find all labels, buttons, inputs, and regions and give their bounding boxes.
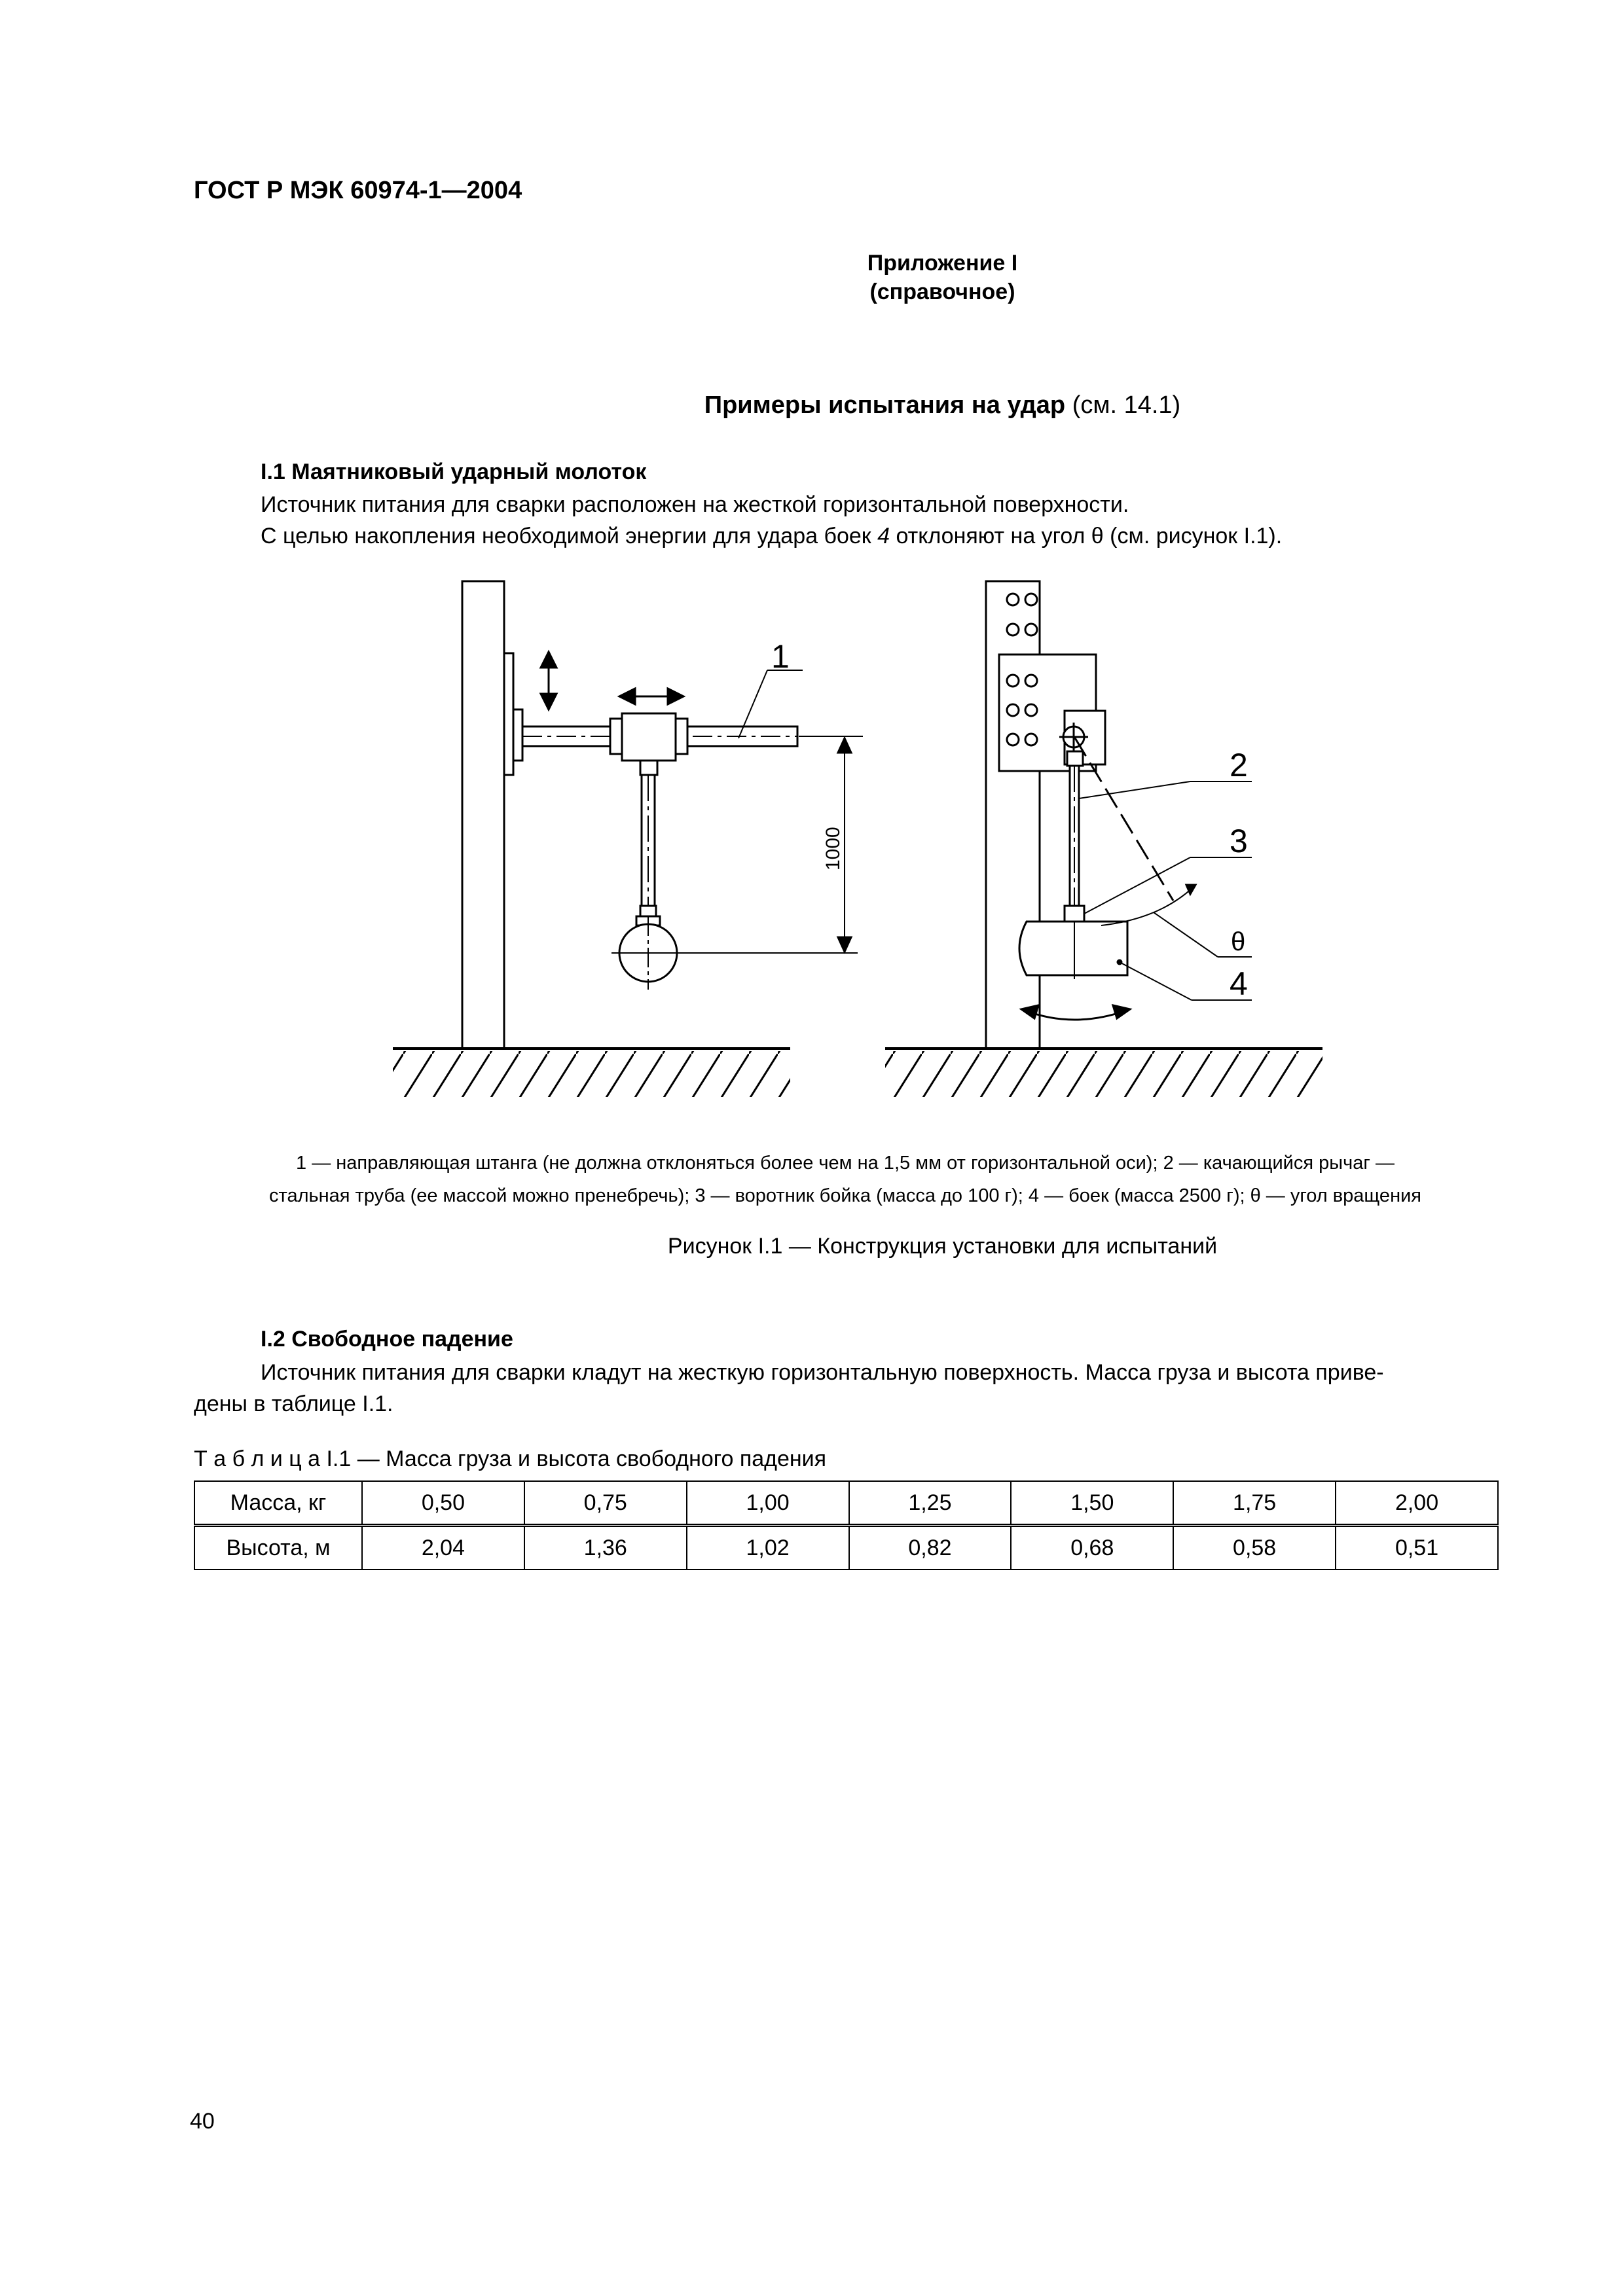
section2-para1: Источник питания для сварки кладут на жесткую горизонтальную поверхность. Масса груза и высота приве- xyxy=(261,1360,1384,1385)
figure-legend xyxy=(194,1147,1497,1212)
section1-para1: Источник питания для сварки расположен на жесткой горизонтальной поверхности. xyxy=(261,492,1129,517)
table-caption: Т а б л и ц а I.1 — Масса груза и высота свободного падения xyxy=(194,1446,827,1471)
figure-caption: Рисунок I.1 — Конструкция установки для испытаний xyxy=(667,1234,1218,1259)
table-cell: 0,75 xyxy=(524,1481,687,1526)
table-cell: 0,51 xyxy=(1336,1526,1498,1570)
appendix-label: Приложение I xyxy=(867,251,1018,276)
table-cell: 0,82 xyxy=(849,1526,1012,1570)
appendix-title xyxy=(131,391,1623,420)
test-rig-figure xyxy=(367,563,1336,1139)
page-number: 40 xyxy=(190,2109,215,2134)
mass-height-table xyxy=(194,1480,1499,1570)
section2-para2: дены в таблице I.1. xyxy=(194,1391,393,1416)
section-heading-1: I.1 Маятниковый ударный молоток xyxy=(261,459,647,484)
table-row-height xyxy=(194,1526,1498,1570)
legend-line-2: стальная труба (ее массой можно пренебречь); 3 — воротник бойка (масса до 100 г); 4 — боек (масса 2500 г); θ — угол вращения xyxy=(269,1185,1421,1206)
table-cell: 0,50 xyxy=(362,1481,524,1526)
row-header: Масса, кг xyxy=(194,1481,362,1526)
right-post xyxy=(986,581,1040,1049)
figure-label-4: 4 xyxy=(1230,965,1248,1002)
table-cell: 1,75 xyxy=(1173,1481,1336,1526)
table-cell: 1,02 xyxy=(687,1526,849,1570)
table-cell: 1,00 xyxy=(687,1481,849,1526)
left-ground-hatch xyxy=(393,1051,790,1097)
table-cell: 1,36 xyxy=(524,1526,687,1570)
figure-label-1: 1 xyxy=(771,638,790,675)
table-cell: 0,58 xyxy=(1173,1526,1336,1570)
table-cell: 2,04 xyxy=(362,1526,524,1570)
left-post xyxy=(462,581,504,1049)
figure-label-2: 2 xyxy=(1230,747,1248,783)
para2-text-b: отклоняют на угол θ (см. рисунок I.1). xyxy=(890,524,1283,548)
para2-num: 4 xyxy=(877,524,890,548)
right-ground-hatch xyxy=(885,1051,1322,1097)
table-cell: 0,68 xyxy=(1011,1526,1173,1570)
title-main: Примеры испытания на удар xyxy=(704,391,1066,419)
table-cell: 1,50 xyxy=(1011,1481,1173,1526)
row-header: Высота, м xyxy=(194,1526,362,1570)
striker xyxy=(1019,922,1127,975)
para2-text-a: С целью накопления необходимой энергии для удара боек xyxy=(261,524,878,548)
title-ref: (см. 14.1) xyxy=(1072,391,1181,419)
appendix-heading xyxy=(131,249,1623,306)
table-cell: 2,00 xyxy=(1336,1481,1498,1526)
dimension-label: 1000 xyxy=(822,827,844,870)
legend-line-1: 1 — направляющая штанга (не должна отклоняться более чем на 1,5 мм от горизонтальной оси); 2 — качающийся рычаг — xyxy=(296,1153,1395,1174)
figure-label-theta: θ xyxy=(1231,927,1246,956)
document-header: ГОСТ Р МЭК 60974-1—2004 xyxy=(194,177,522,204)
table-cell: 1,25 xyxy=(849,1481,1012,1526)
section-heading-2: I.2 Свободное падение xyxy=(261,1327,513,1352)
section1-para2 xyxy=(261,524,1282,549)
appendix-kind: (справочное) xyxy=(869,279,1015,304)
figure-label-3: 3 xyxy=(1230,823,1248,859)
table-row-mass xyxy=(194,1481,1498,1526)
